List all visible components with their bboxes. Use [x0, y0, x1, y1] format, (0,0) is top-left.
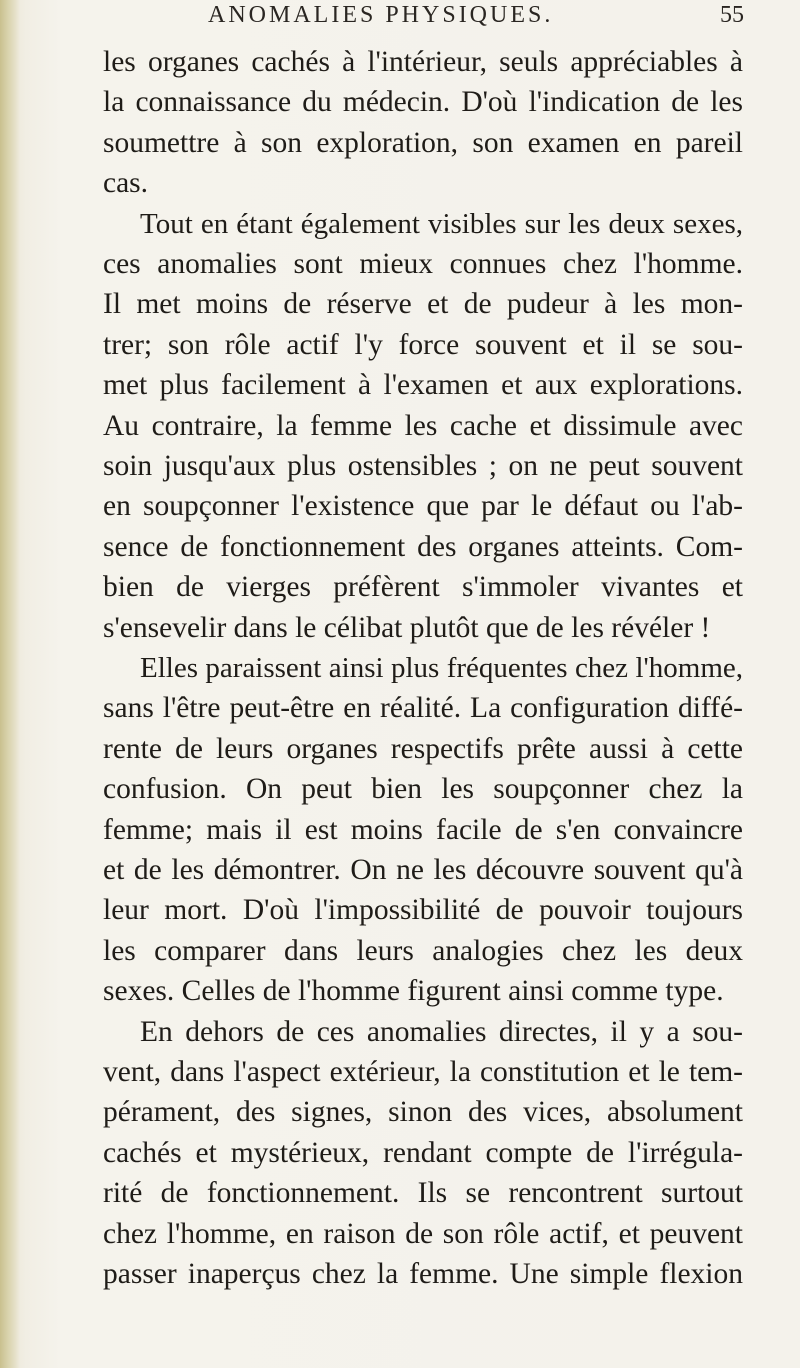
text-line: vent, dans l'aspect extérieur, la constitution et le tem-: [103, 1056, 743, 1088]
text-line: les comparer dans leurs analogies chez les deux: [103, 934, 743, 967]
text-line: rité de fonctionnement. Ils se rencontrent surtout: [103, 1177, 743, 1210]
text-line: En dehors de ces anomalies directes, il y a sou-: [140, 1015, 743, 1048]
text-line: femme; mais il est moins facile de s'en convaincre: [103, 813, 743, 846]
text-line: Au contraire, la femme les cache et dissimule avec: [103, 409, 743, 442]
text-line: passer inaperçus chez la femme. Une simple flexion: [103, 1258, 743, 1290]
text-line: Il met moins de réserve et de pudeur à les mon-: [103, 288, 743, 321]
running-head: [0, 2, 800, 32]
text-line: leur mort. D'où l'impossibilité de pouvoir toujours: [103, 894, 743, 927]
page-gutter-shadow: [0, 0, 20, 1368]
text-line: et de les démontrer. On ne les découvre souvent qu'à: [103, 854, 743, 886]
text-line: les organes cachés à l'intérieur, seuls appréciables à: [103, 46, 743, 78]
text-line: sence de fonctionnement des organes atteints. Com-: [103, 530, 743, 563]
text-line: ces anomalies sont mieux connues chez l'homme.: [103, 248, 743, 280]
text-line: chez l'homme, en raison de son rôle actif, et peuvent: [103, 1217, 743, 1250]
text-line: la connaissance du médecin. D'où l'indication de les: [103, 86, 743, 119]
text-line: soumettre à son exploration, son examen en pareil: [103, 126, 743, 159]
page-number: 55: [720, 2, 744, 28]
text-line: rente de leurs organes respectifs prête aussi à cette: [103, 732, 743, 765]
text-line: Tout en étant également visibles sur les deux sexes,: [140, 207, 743, 240]
text-line: soin jusqu'aux plus ostensibles ; on ne peut souvent: [103, 450, 743, 482]
text-line: s'ensevelir dans le célibat plutôt que de les révéler !: [103, 611, 711, 644]
text-line: en soupçonner l'existence que par le défaut ou l'ab-: [103, 490, 743, 523]
text-line: sans l'être peut-être en réalité. La configuration diffé-: [103, 692, 743, 725]
text-line: cachés et mystérieux, rendant compte de l'irrégula-: [103, 1136, 743, 1169]
text-line: bien de vierges préfèrent s'immoler vivantes et: [103, 571, 743, 604]
text-line: Elles paraissent ainsi plus fréquentes chez l'homme,: [140, 652, 743, 684]
text-line: pérament, des signes, sinon des vices, absolument: [103, 1096, 743, 1129]
text-line: confusion. On peut bien les soupçonner chez la: [103, 773, 743, 806]
text-line: met plus facilement à l'examen et aux explorations.: [103, 369, 743, 402]
text-line: sexes. Celles de l'homme figurent ainsi comme type.: [103, 975, 724, 1008]
running-title: ANOMALIES PHYSIQUES.: [208, 2, 554, 28]
text-line: cas.: [103, 167, 149, 200]
text-line: trer; son rôle actif l'y force souvent et il se sou-: [103, 328, 743, 361]
